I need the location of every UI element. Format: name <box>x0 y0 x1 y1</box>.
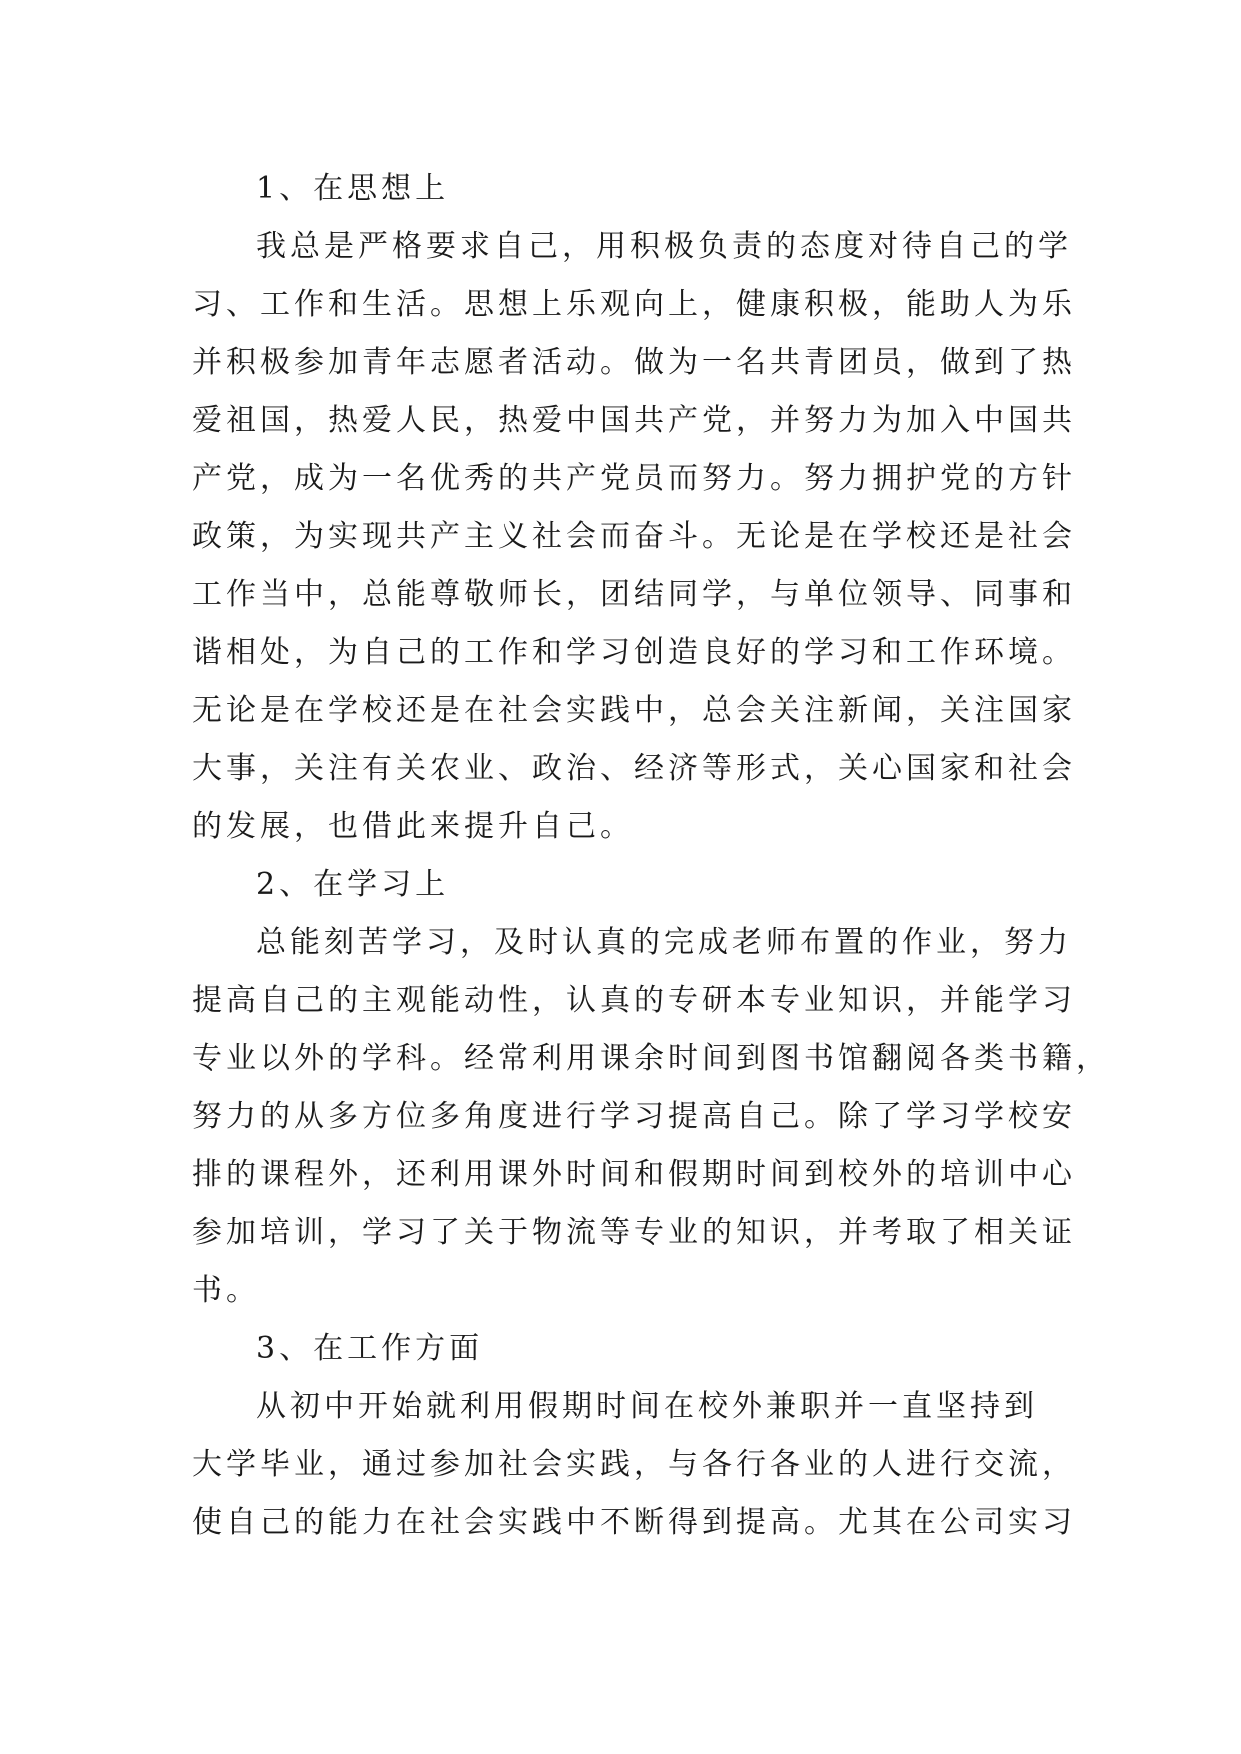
section-heading: 2、在学习上 <box>256 867 450 902</box>
paragraph-line: 专业以外的学科。经常利用课余时间到图书馆翻阅各类书籍， <box>192 1041 1110 1076</box>
paragraph-line: 书。 <box>192 1273 260 1308</box>
section-heading: 1、在思想上 <box>256 171 450 206</box>
paragraph-line: 产党，成为一名优秀的共产党员而努力。努力拥护党的方针 <box>192 461 1076 496</box>
paragraph-line: 的发展，也借此来提升自己。 <box>192 809 634 844</box>
paragraph-line: 我总是严格要求自己，用积极负责的态度对待自己的学 <box>256 229 1072 264</box>
paragraph-line: 政策，为实现共产主义社会而奋斗。无论是在学校还是社会 <box>192 519 1076 554</box>
paragraph-line: 并积极参加青年志愿者活动。做为一名共青团员，做到了热 <box>192 345 1076 380</box>
paragraph-line: 谐相处，为自己的工作和学习创造良好的学习和工作环境。 <box>192 635 1076 670</box>
document-body <box>192 160 1110 1552</box>
paragraph-line: 大学毕业，通过参加社会实践，与各行各业的人进行交流， <box>192 1447 1076 1482</box>
paragraph-line: 无论是在学校还是在社会实践中，总会关注新闻，关注国家 <box>192 693 1076 728</box>
paragraph-line: 总能刻苦学习，及时认真的完成老师布置的作业，努力 <box>256 925 1072 960</box>
paragraph-line: 大事，关注有关农业、政治、经济等形式，关心国家和社会 <box>192 751 1076 786</box>
paragraph-line: 努力的从多方位多角度进行学习提高自己。除了学习学校安 <box>192 1099 1076 1134</box>
paragraph-line: 提高自己的主观能动性，认真的专研本专业知识，并能学习 <box>192 983 1076 1018</box>
paragraph-line: 爱祖国，热爱人民，热爱中国共产党，并努力为加入中国共 <box>192 403 1076 438</box>
paragraph-line: 从初中开始就利用假期时间在校外兼职并一直坚持到 <box>256 1389 1038 1424</box>
paragraph-line: 排的课程外，还利用课外时间和假期时间到校外的培训中心 <box>192 1157 1076 1192</box>
paragraph-line: 参加培训，学习了关于物流等专业的知识，并考取了相关证 <box>192 1215 1076 1250</box>
paragraph-line: 工作当中，总能尊敬师长，团结同学，与单位领导、同事和 <box>192 577 1076 612</box>
paragraph-line: 习、工作和生活。思想上乐观向上，健康积极，能助人为乐 <box>192 287 1076 322</box>
section-heading: 3、在工作方面 <box>256 1331 484 1366</box>
paragraph-line: 使自己的能力在社会实践中不断得到提高。尤其在公司实习 <box>192 1505 1076 1540</box>
